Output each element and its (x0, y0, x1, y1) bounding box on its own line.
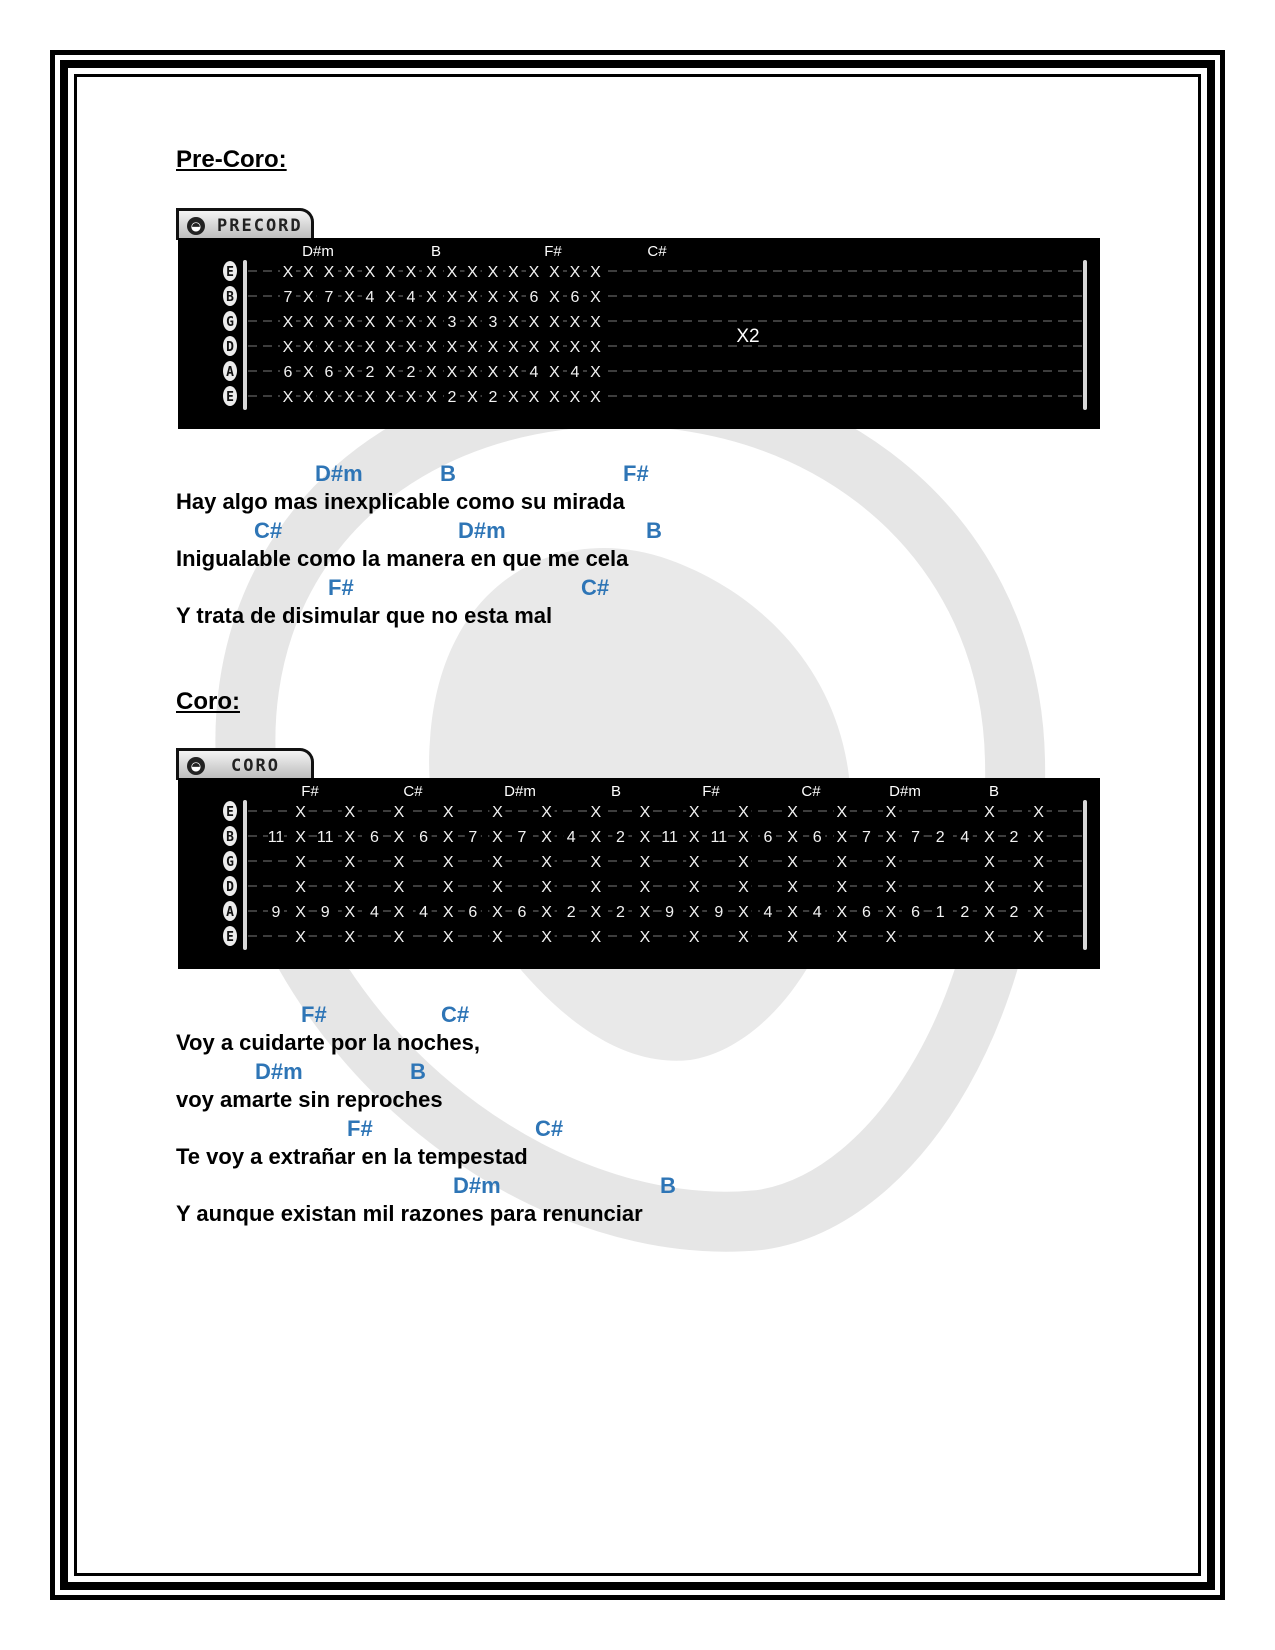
tab-mark-x: X (590, 879, 602, 896)
tab-mark-x: X (303, 314, 314, 331)
tab-mark-x: X (738, 829, 749, 846)
tab-fret-number: 6 (911, 904, 921, 921)
tab-mark-x: X (1033, 929, 1044, 946)
tab-mark-x: X (344, 289, 355, 306)
tab-mark-x: X (787, 879, 798, 896)
tab-mark-x: X (984, 829, 995, 846)
tab-mark-x: X (1033, 879, 1044, 896)
tab-fret-number: 6 (861, 904, 871, 921)
tab-mark-x: X (323, 389, 335, 406)
tab-mark-x: X (393, 854, 405, 871)
tab-mark-x: X (426, 264, 437, 281)
tab-mark-x: X (528, 314, 540, 331)
tab-mark-x: X (508, 389, 519, 406)
tab-staff (178, 778, 1100, 969)
tab-mark-x: X (405, 264, 417, 281)
tab-fret-number: 2 (960, 904, 970, 921)
tab-mark-x: X (836, 854, 848, 871)
section-title-pre-coro: Pre-Coro: (176, 146, 287, 173)
tab-header-coro (176, 748, 314, 780)
tab-mark-x: X (492, 904, 503, 921)
tab-fret-number: 6 (369, 829, 379, 846)
tab-mark-x: X (688, 904, 700, 921)
lyric-line: voy amarte sin reproches (176, 1087, 443, 1112)
tab-fret-number: 6 (812, 829, 822, 846)
tab-mark-x: X (492, 854, 503, 871)
chord-line (176, 1114, 1076, 1143)
tab-mark-x: X (344, 879, 356, 896)
tab-mark-x: X (885, 879, 897, 896)
chord-line (176, 516, 1076, 545)
tab-mark-x: X (303, 264, 314, 281)
tab-mark-x: X (885, 904, 897, 921)
tab-mark-x: X (508, 314, 519, 331)
tab-chord-name: B (610, 783, 622, 800)
chord-symbol: B (646, 518, 662, 543)
tab-mark-x: X (385, 264, 396, 281)
tab-mark-x: X (738, 879, 749, 896)
tab-mark-x: X (639, 854, 651, 871)
tab-mark-x: X (787, 904, 798, 921)
string-name: B (226, 290, 234, 305)
tab-staff (178, 238, 1100, 429)
tab-mark-x: X (303, 389, 314, 406)
tab-fret-number: 4 (406, 289, 416, 306)
tab-mark-x: X (984, 904, 995, 921)
tab-mark-x: X (639, 929, 651, 946)
tab-mark-x: X (885, 929, 897, 946)
tab-mark-x: X (984, 804, 995, 821)
pick-icon: ◒ (187, 217, 205, 235)
tab-mark-x: X (836, 804, 848, 821)
tab-mark-x: X (344, 829, 356, 846)
tab-mark-x: X (590, 389, 601, 406)
tab-mark-x: X (442, 929, 454, 946)
tab-mark-x: X (639, 829, 651, 846)
tab-mark-x: X (492, 929, 503, 946)
tab-mark-x: X (885, 854, 897, 871)
tab-fret-number: 7 (517, 829, 527, 846)
tab-mark-x: X (688, 879, 700, 896)
chord-line (176, 459, 1076, 488)
pick-icon: ◒ (187, 757, 205, 775)
tab-mark-x: X (426, 289, 437, 306)
tab-mark-x: X (787, 804, 798, 821)
tab-mark-x: X (787, 929, 798, 946)
tab-mark-x: X (393, 929, 405, 946)
tab-mark-x: X (590, 904, 602, 921)
tab-mark-x: X (1033, 829, 1044, 846)
tab-mark-x: X (487, 339, 499, 356)
tab-mark-x: X (787, 854, 798, 871)
tab-fret-number: 2 (935, 829, 945, 846)
tab-fret-number: 11 (710, 829, 728, 846)
tab-mark-x: X (295, 879, 306, 896)
lyric-line: Inigualable como la manera en que me cela (176, 546, 629, 571)
tab-mark-x: X (467, 289, 478, 306)
string-name: D (226, 880, 234, 895)
tab-mark-x: X (487, 364, 499, 381)
tab-chord-name: F# (702, 783, 720, 800)
tab-mark-x: X (508, 364, 519, 381)
tab-mark-x: X (467, 314, 478, 331)
chord-line (176, 1000, 1076, 1029)
chord-symbol: D#m (458, 518, 506, 543)
tab-fret-number: 2 (615, 829, 625, 846)
tab-chord-name: F# (301, 783, 319, 800)
string-name: E (226, 805, 234, 820)
tab-mark-x: X (344, 364, 355, 381)
tab-chord-name: F# (544, 243, 562, 260)
chord-line (176, 1057, 1076, 1086)
tab-mark-x: X (393, 829, 405, 846)
tab-mark-x: X (446, 339, 458, 356)
tab-mark-x: X (1033, 904, 1044, 921)
tab-mark-x: X (344, 389, 355, 406)
tab-chord-name: C# (647, 243, 667, 260)
tab-fret-number: 7 (324, 289, 334, 306)
tab-mark-x: X (405, 339, 417, 356)
tab-mark-x: X (442, 804, 454, 821)
tab-mark-x: X (688, 804, 700, 821)
tab-mark-x: X (344, 804, 356, 821)
tab-mark-x: X (528, 264, 540, 281)
lyric-line: Y trata de disimular que no esta mal (176, 603, 553, 628)
tab-mark-x: X (344, 929, 356, 946)
tab-mark-x: X (590, 289, 601, 306)
tab-mark-x: X (549, 364, 560, 381)
tab-mark-x: X (528, 339, 540, 356)
tab-fret-number: 4 (763, 904, 773, 921)
tab-mark-x: X (688, 829, 700, 846)
tab-mark-x: X (508, 264, 519, 281)
string-name: E (226, 930, 234, 945)
tab-mark-x: X (323, 339, 335, 356)
tab-mark-x: X (738, 904, 749, 921)
chord-symbol: B (410, 1059, 426, 1084)
tab-mark-x: X (426, 339, 437, 356)
tab-end-bar (243, 800, 247, 950)
tab-mark-x: X (426, 364, 437, 381)
tab-mark-x: X (364, 264, 376, 281)
tab-fret-number: 2 (365, 364, 375, 381)
tab-mark-x: X (569, 389, 581, 406)
tab-mark-x: X (541, 854, 552, 871)
tab-mark-x: X (323, 264, 335, 281)
tab-mark-x: X (393, 879, 405, 896)
tab-mark-x: X (487, 289, 499, 306)
lyric-line: Y aunque existan mil razones para renunciar (176, 1201, 643, 1226)
tab-mark-x: X (487, 264, 499, 281)
tab-mark-x: X (344, 339, 355, 356)
tab-mark-x: X (984, 854, 995, 871)
tab-mark-x: X (467, 339, 478, 356)
tab-fret-number: 9 (665, 904, 675, 921)
section-title-coro: Coro: (176, 688, 240, 715)
string-name: A (226, 905, 234, 920)
tab-fret-number: 11 (661, 829, 678, 846)
tab-mark-x: X (738, 804, 749, 821)
tab-fret-number: 3 (447, 314, 457, 331)
tab-mark-x: X (282, 389, 294, 406)
tab-fret-number: 2 (1009, 904, 1019, 921)
chord-symbol: D#m (315, 461, 363, 486)
tab-mark-x: X (738, 929, 749, 946)
tab-mark-x: X (385, 314, 396, 331)
chord-symbol: C# (535, 1116, 564, 1141)
tab-mark-x: X (303, 364, 314, 381)
tab-fret-number: 6 (419, 829, 429, 846)
tab-mark-x: X (541, 829, 552, 846)
tab-mark-x: X (590, 929, 602, 946)
tab-mark-x: X (344, 854, 356, 871)
tab-mark-x: X (569, 314, 581, 331)
tab-mark-x: X (885, 804, 897, 821)
tab-fret-number: 7 (861, 829, 871, 846)
tab-mark-x: X (590, 339, 601, 356)
tab-fret-number: 4 (812, 904, 822, 921)
tab-header-label: CORO (231, 756, 280, 776)
string-name: A (226, 365, 234, 380)
tab-mark-x: X (385, 289, 396, 306)
tab-mark-x: X (639, 879, 651, 896)
tab-fret-number: 6 (529, 289, 539, 306)
tab-mark-x: X (541, 929, 552, 946)
tab-mark-x: X (295, 929, 306, 946)
tab-fret-number: 4 (419, 904, 429, 921)
lyric-line: Voy a cuidarte por la noches, (176, 1030, 481, 1055)
chord-symbol: F# (623, 461, 649, 486)
tab-mark-x: X (590, 364, 601, 381)
tab-mark-x: X (549, 289, 560, 306)
tab-mark-x: X (344, 314, 355, 331)
tab-mark-x: X (295, 829, 306, 846)
tab-mark-x: X (446, 264, 458, 281)
tab-mark-x: X (405, 314, 417, 331)
tab-mark-x: X (738, 854, 749, 871)
tab-mark-x: X (688, 854, 700, 871)
tab-fret-number: 1 (935, 904, 945, 921)
tab-fret-number: 9 (320, 904, 330, 921)
tab-fret-number: 7 (468, 829, 478, 846)
tab-mark-x: X (385, 339, 396, 356)
tab-mark-x: X (508, 289, 519, 306)
tab-header-precoro (176, 208, 314, 240)
repeat-marker: X2 (736, 326, 760, 347)
tab-end-bar (1083, 260, 1087, 410)
string-name: B (226, 830, 234, 845)
tab-mark-x: X (446, 289, 458, 306)
lyric-line: Te voy a extrañar en la tempestad (176, 1144, 528, 1169)
tab-mark-x: X (549, 264, 560, 281)
tab-fret-number: 11 (267, 829, 285, 846)
tab-fret-number: 4 (960, 829, 970, 846)
chord-line (176, 1171, 1076, 1200)
chord-symbol: D#m (255, 1059, 303, 1084)
chord-line (176, 573, 1076, 602)
chord-symbol: F# (347, 1116, 373, 1141)
tab-chord-name: D#m (504, 783, 536, 800)
tab-mark-x: X (344, 904, 356, 921)
tab-mark-x: X (541, 879, 552, 896)
tab-mark-x: X (590, 854, 602, 871)
tab-mark-x: X (405, 389, 417, 406)
tab-mark-x: X (393, 804, 405, 821)
tab-mark-x: X (549, 389, 560, 406)
tab-mark-x: X (836, 904, 848, 921)
tab-mark-x: X (549, 314, 560, 331)
tab-mark-x: X (590, 314, 601, 331)
tab-mark-x: X (467, 389, 478, 406)
tab-mark-x: X (1033, 854, 1044, 871)
tab-fret-number: 9 (271, 904, 281, 921)
tab-end-bar (1083, 800, 1087, 950)
tab-fret-number: 2 (447, 389, 457, 406)
tab-mark-x: X (295, 904, 306, 921)
chord-symbol: B (660, 1173, 676, 1198)
tab-mark-x: X (323, 314, 335, 331)
tab-mark-x: X (442, 829, 454, 846)
tab-fret-number: 2 (488, 389, 498, 406)
tab-mark-x: X (528, 389, 540, 406)
tab-mark-x: X (442, 904, 454, 921)
tab-fret-number: 2 (566, 904, 576, 921)
tab-mark-x: X (426, 389, 437, 406)
tab-mark-x: X (508, 339, 519, 356)
tab-fret-number: 4 (570, 364, 580, 381)
tab-fret-number: 6 (570, 289, 580, 306)
tab-mark-x: X (787, 829, 798, 846)
lyrics-coro (176, 1000, 1076, 1228)
tab-mark-x: X (442, 879, 454, 896)
lyrics-pre-coro (176, 459, 1076, 630)
string-name: G (226, 315, 234, 330)
tab-fret-number: 4 (529, 364, 539, 381)
tab-chord-name: D#m (889, 783, 921, 800)
tab-mark-x: X (282, 339, 294, 356)
tab-mark-x: X (426, 314, 437, 331)
tab-mark-x: X (836, 929, 848, 946)
tab-fret-number: 11 (316, 829, 334, 846)
tab-mark-x: X (492, 829, 503, 846)
tab-mark-x: X (836, 879, 848, 896)
tab-mark-x: X (639, 804, 651, 821)
tab-mark-x: X (590, 829, 602, 846)
tab-mark-x: X (836, 829, 848, 846)
tab-fret-number: 6 (324, 364, 334, 381)
string-name: E (226, 265, 234, 280)
tab-mark-x: X (492, 804, 503, 821)
tab-chord-name: D#m (302, 243, 334, 260)
tab-fret-number: 2 (406, 364, 416, 381)
tab-fret-number: 6 (283, 364, 293, 381)
tab-fret-number: 7 (283, 289, 293, 306)
tab-mark-x: X (492, 879, 503, 896)
string-name: G (226, 855, 234, 870)
tab-mark-x: X (393, 904, 405, 921)
tab-mark-x: X (364, 339, 376, 356)
tablature-coro (178, 778, 1100, 969)
tab-mark-x: X (295, 804, 306, 821)
chord-symbol: B (440, 461, 456, 486)
tab-mark-x: X (541, 804, 552, 821)
tab-chord-name: B (988, 783, 1000, 800)
tab-mark-x: X (282, 314, 294, 331)
tab-mark-x: X (984, 879, 995, 896)
tab-mark-x: X (569, 339, 581, 356)
tab-mark-x: X (303, 289, 314, 306)
tab-fret-number: 6 (763, 829, 773, 846)
tab-mark-x: X (688, 929, 700, 946)
tab-mark-x: X (467, 364, 478, 381)
tab-mark-x: X (639, 904, 651, 921)
tab-fret-number: 2 (615, 904, 625, 921)
tab-fret-number: 4 (365, 289, 375, 306)
tab-mark-x: X (885, 829, 897, 846)
tab-fret-number: 3 (488, 314, 498, 331)
chord-symbol: F# (301, 1002, 327, 1027)
tab-header-label: PRECORD (217, 216, 303, 236)
tab-fret-number: 4 (566, 829, 576, 846)
tab-mark-x: X (344, 264, 355, 281)
string-name: D (226, 340, 234, 355)
tab-mark-x: X (303, 339, 314, 356)
tab-mark-x: X (295, 854, 306, 871)
lyric-line: Hay algo mas inexplicable como su mirada (176, 489, 625, 514)
tablature-pre-coro (178, 238, 1100, 429)
tab-mark-x: X (282, 264, 294, 281)
tab-fret-number: 6 (468, 904, 478, 921)
tab-chord-name: C# (403, 783, 423, 800)
tab-fret-number: 4 (369, 904, 379, 921)
tab-mark-x: X (446, 364, 458, 381)
tab-mark-x: X (442, 854, 454, 871)
tab-mark-x: X (569, 264, 581, 281)
chord-symbol: F# (328, 575, 354, 600)
tab-mark-x: X (541, 904, 552, 921)
tab-mark-x: X (385, 364, 396, 381)
tab-mark-x: X (467, 264, 478, 281)
tab-mark-x: X (385, 389, 396, 406)
tab-chord-name: B (430, 243, 442, 260)
tab-mark-x: X (364, 314, 376, 331)
string-name: E (226, 390, 234, 405)
chord-symbol: C# (254, 518, 283, 543)
tab-end-bar (243, 260, 247, 410)
chord-symbol: C# (581, 575, 610, 600)
tab-fret-number: 6 (517, 904, 527, 921)
tab-mark-x: X (590, 804, 602, 821)
tab-mark-x: X (590, 264, 601, 281)
tab-mark-x: X (549, 339, 560, 356)
tab-mark-x: X (364, 389, 376, 406)
chord-symbol: C# (441, 1002, 470, 1027)
tab-fret-number: 7 (911, 829, 921, 846)
tab-mark-x: X (1033, 804, 1044, 821)
tab-fret-number: 2 (1009, 829, 1019, 846)
chord-symbol: D#m (453, 1173, 501, 1198)
tab-fret-number: 9 (714, 904, 724, 921)
tab-chord-name: C# (801, 783, 821, 800)
tab-mark-x: X (984, 929, 995, 946)
